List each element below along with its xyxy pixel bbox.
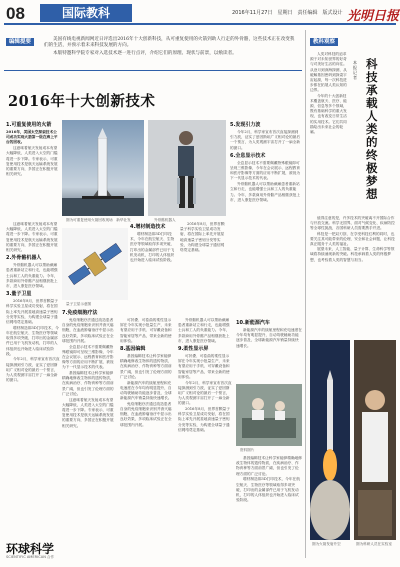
section-heading: 7.免疫细胞疗法 bbox=[62, 310, 98, 316]
article-column bbox=[178, 318, 232, 538]
page-number: 08 bbox=[6, 4, 25, 23]
rocket-landing-image bbox=[62, 120, 144, 216]
commentary-title: 科技承载人类的终极梦想 bbox=[366, 57, 378, 201]
brand-logo: 环球科学 bbox=[6, 542, 55, 556]
brand-subtitle: SCIENTIFIC AMERICAN 合作 bbox=[6, 555, 55, 559]
body-paragraph: 今年2月，科学家宣布首次直接探测到引力波，证实了爱因斯坦广义相对论的最后一个预言，为人类观测宇宙打开了一扇全新的窗口。 bbox=[6, 357, 60, 383]
note-paragraph: 本版特邀科学院专家对入选技术逐一进行点评，介绍它们的原理、现状与前景，以飨读者。 bbox=[53, 50, 237, 56]
satellite-image bbox=[62, 228, 128, 300]
commentary-paragraph: 人类对科技的追求源于对未知世界的好奇与对美好生活的向往。从登月到深海探测，从破解基因密码到探索宇宙起源，每一次科技进步都在拓展人类认知的边界。 bbox=[310, 52, 347, 93]
divider bbox=[4, 70, 302, 71]
note-paragraph: 美国有线电视新闻网近日评选出2016年十大创新科技，从可重复使用的火箭到助人行走的外骨骼，这些技术正在改变我们的生活，并预示着未来科技发展的方向。 bbox=[44, 37, 295, 49]
article-column bbox=[6, 222, 60, 538]
rocket-landing-photo bbox=[62, 120, 144, 216]
section-heading: 6.全息显示技术 bbox=[230, 152, 266, 159]
article-column bbox=[6, 120, 60, 218]
body-paragraph: 可折叠、可卷曲的柔性显示屏在今年实现小批量生产，未来有望应用于手机、可穿戴设备和智能家居等产品，带来全新的使用体验。 bbox=[120, 318, 172, 343]
article-column bbox=[120, 318, 174, 538]
commentary-paragraph: 值得注意的是，许多技术的突破离不开国际合作与开放交流。科学无国界，面对气候变化、疾病防控等全球性挑战，各国科研人员需要携手并进。 bbox=[310, 216, 395, 231]
researcher-photo bbox=[354, 340, 396, 540]
photo-caption: 图为火箭发射升空 bbox=[312, 542, 341, 546]
body-paragraph: 可折叠、可卷曲的柔性显示屏在今年实现小批量生产，未来有望应用于手机、可穿戴设备和智能家居等产品，带来全新的使用体验。 bbox=[178, 354, 230, 379]
body-paragraph: 今年2月，科学家宣布首次直接探测到引力波，证实了爱因斯坦广义相对论的最后一个预言，为人类观测宇宙打开了一扇全新的窗口。 bbox=[178, 380, 232, 406]
article-column bbox=[62, 308, 116, 538]
header-meta: 2016年11月27日 星期日 责任编辑 版式设计 bbox=[232, 10, 343, 16]
body-paragraph: 增材制造即3D打印技术，今年在航空航天、生物医疗等领域取得多项突破，打印出的金属部件已用于飞机发动机，打印的人体组织也开始进入临床试验阶段。 bbox=[236, 477, 300, 503]
body-paragraph: 免疫细胞疗法通过改造患者自身的免疫细胞来识别并消灭癌细胞，在血液肿瘤治疗中显示出良好效果，多项临床试验正在全球范围内开展。 bbox=[120, 401, 172, 427]
rocket-launch-image bbox=[310, 340, 350, 540]
lab-photo bbox=[236, 384, 302, 446]
photo-caption: 量子卫星示意图 bbox=[66, 302, 92, 306]
body-paragraph: 全息显示技术不需要佩戴特殊眼镜即可呈现三维影像，今年在会议展示、远程教育和医疗影像等方面的应用不断扩展，被视为下一代显示技术的代表。 bbox=[62, 344, 114, 370]
body-paragraph: 新能源汽车的续航里程和充电速度在今年均有明显提升，自动驾驶辅助功能逐步普及，全球新能源汽车销量持续快速增长。 bbox=[120, 380, 172, 401]
body-paragraph: 增材制造即3D打印技术，今年在航空航天、生物医疗等领域取得多项突破，打印出的金属部件已用于飞机发动机，打印的人体组织也开始进入临床试验阶段。 bbox=[6, 325, 59, 356]
section-heading: 10.新能源汽车 bbox=[236, 320, 270, 326]
body-paragraph: 外骨骼机器人可以帮助截瘫患者重新站立和行走，也能增强士兵和工人的负重能力。今年，多款商用外骨骼产品相继获批上市，进入康复医疗领域。 bbox=[178, 318, 230, 343]
editor-note bbox=[44, 37, 298, 58]
section-heading: 8.基因编辑 bbox=[120, 346, 146, 353]
body-paragraph: 基因编辑技术让科学家能够精确地修改生物体的遗传物质，在疾病治疗、作物育种等方面前景广阔，但也引发了伦理方面的广泛讨论。 bbox=[62, 371, 114, 396]
body-paragraph: 基因编辑技术让科学家能够精确地修改生物体的遗传物质，在疾病治疗、作物育种等方面前景广阔，但也引发了伦理方面的广泛讨论。 bbox=[120, 354, 172, 379]
researcher-image bbox=[354, 340, 396, 540]
section-heading: 2.外骨骼机器人 bbox=[6, 255, 42, 262]
exoskeleton-photo bbox=[148, 120, 226, 216]
article-column bbox=[236, 456, 302, 538]
exoskeleton-image bbox=[148, 120, 226, 216]
body-paragraph: 外骨骼机器人可以帮助截瘫患者重新站立和行走，也能增强士兵和工人的负重能力。今年，多款商用外骨骼产品相继获批上市，进入康复医疗领域。 bbox=[6, 263, 58, 289]
photo-caption: 资料图片 bbox=[240, 448, 255, 452]
commentary-paragraph: 今年的十大创新技术覆盖航天、医疗、能源、信息等多个领域，既有基础科学的重大发现，也有改变日常生活的实用技术。它们共同描绘出未来社会的轮廓。 bbox=[310, 93, 347, 135]
lead-paragraph: 2016年，美国太空探索技术公司成功实现火箭第一级在海上平台的回收。 bbox=[6, 130, 58, 145]
lab-image bbox=[236, 384, 302, 446]
article-column bbox=[180, 222, 226, 314]
body-paragraph: 增材制造即3D打印技术，今年在航空航天、生物医疗等领域取得多项突破，打印出的金属部件已用于飞机发动机，打印的人体组织也开始进入临床试验阶段。 bbox=[130, 232, 175, 263]
body-paragraph: 这意味着航天发射成本有望大幅降低，人类进入太空的门槛将进一步下降。专家表示，可重复使用技术是航天运输系统发展的重要方向，多国正在积极开展相关研究。 bbox=[6, 146, 58, 177]
article-column bbox=[130, 222, 176, 314]
column-divider bbox=[305, 30, 306, 558]
section-heading: 1.可重复使用的火箭 bbox=[6, 122, 52, 128]
section-heading: 3.量子卫星 bbox=[6, 291, 32, 298]
section-heading: 5.发现引力波 bbox=[230, 122, 261, 128]
article-column bbox=[230, 120, 302, 318]
commentary-column bbox=[310, 52, 350, 212]
byline: 本报记者 bbox=[353, 60, 357, 80]
photo-caption: 图为可重复使用火箭回收现场 新华社发 bbox=[66, 218, 131, 222]
commentary-paragraph: 展望未来，人工智能、量子计算、生命科学等领域将持续涌现新的突破。科技承载着人类的终极梦想，也考验着人类的智慧与担当。 bbox=[310, 247, 395, 262]
body-paragraph: 免疫细胞疗法通过改造患者自身的免疫细胞来识别并消灭癌细胞，在血液肿瘤治疗中显示出良好效果，多项临床试验正在全球范围内开展。 bbox=[62, 318, 114, 343]
satellite-photo bbox=[62, 228, 128, 300]
commentary-paragraph: 科技是一把双刃剑，在享受科技红利的同时，也要关注其可能带来的伦理、安全和社会问题，让科技真正服务于人类的福祉。 bbox=[310, 231, 395, 247]
body-paragraph: 基因编辑技术让科学家能够精确地修改生物体的遗传物质，在疾病治疗、作物育种等方面前景广阔，但也引发了伦理方面的广泛讨论。 bbox=[236, 456, 302, 476]
body-paragraph: 2016年8月，世界首颗量子科学实验卫星成功发射，将在国际上率先开展星地高速量子密钥分发等实验，为构建全球量子通信网络奠定基础。 bbox=[178, 407, 230, 432]
body-paragraph: 今年2月，科学家宣布首次直接探测到引力波，证实了爱因斯坦广义相对论的最后一个预言，为人类观测宇宙打开了一扇全新的窗口。 bbox=[230, 130, 301, 150]
section-heading: 9.柔性显示屏 bbox=[178, 346, 209, 353]
body-paragraph: 外骨骼机器人可以帮助截瘫患者重新站立和行走，也能增强士兵和工人的负重能力。今年，多款商用外骨骼产品相继获批上市，进入康复医疗领域。 bbox=[230, 182, 301, 202]
body-paragraph: 这意味着航天发射成本有望大幅降低，人类进入太空的门槛将进一步下降。专家表示，可重复使用技术是航天运输系统发展的重要方向，多国正在积极开展相关研究。 bbox=[6, 222, 58, 253]
article-column bbox=[236, 318, 302, 382]
commentary-column bbox=[310, 216, 396, 336]
body-paragraph: 2016年8月，世界首颗量子科学实验卫星成功发射，将在国际上率先开展星地高速量子密钥分发等实验，为构建全球量子通信网络奠定基础。 bbox=[6, 299, 58, 325]
section-title: 国际教科 bbox=[40, 4, 132, 22]
photo-caption: 外骨骼机器人 bbox=[154, 218, 176, 222]
body-paragraph: 2016年8月，世界首颗量子科学实验卫星成功发射，将在国际上率先开展星地高速量子密钥分发等实验，为构建全球量子通信网络奠定基础。 bbox=[180, 222, 225, 253]
body-paragraph: 新能源汽车的续航里程和充电速度在今年均有明显提升，自动驾驶辅助功能逐步普及，全球新能源汽车销量持续快速增长。 bbox=[236, 328, 302, 348]
note-tag: 编辑提要 bbox=[6, 38, 34, 46]
page-header bbox=[4, 3, 400, 25]
section-heading: 4.增材制造技术 bbox=[130, 224, 166, 230]
body-paragraph: 这意味着航天发射成本有望大幅降低，人类进入太空的门槛将进一步下降。专家表示，可重复使用技术是航天运输系统发展的重要方向，多国正在积极开展相关研究。 bbox=[62, 397, 114, 428]
photo-caption: 图为科研人员在实验室 bbox=[356, 542, 392, 546]
body-paragraph: 全息显示技术不需要佩戴特殊眼镜即可呈现三维影像，今年在会议展示、远程教育和医疗影像等方面的应用不断扩展，被视为下一代显示技术的代表。 bbox=[230, 160, 301, 181]
rocket-launch-photo bbox=[310, 340, 350, 540]
main-headline: 2016年十大创新技术 bbox=[8, 93, 156, 110]
right-tag: 教科观察 bbox=[310, 38, 338, 46]
paper-logo: 光明日报 bbox=[347, 9, 400, 24]
